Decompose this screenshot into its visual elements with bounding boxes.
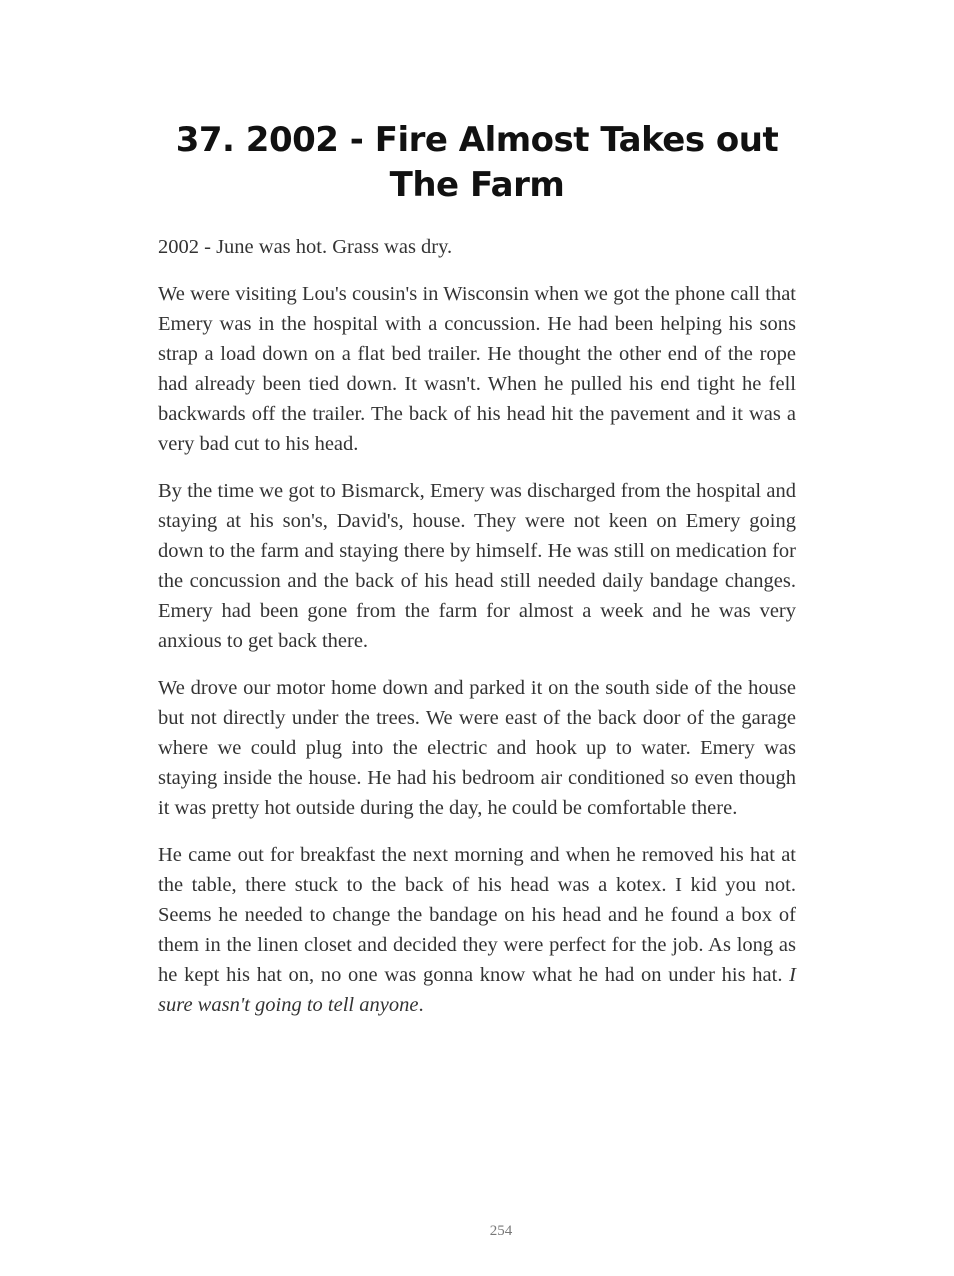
paragraph-3: By the time we got to Bismarck, Emery was discharged from the hospital and staying at his son's, David's, house. They were not keen on Emery going down to the farm and staying there by himself. He was still on medication for the concussion and the back of his head still needed daily bandage changes. Emery had been gone from the farm for almost a week and he was very anxious to get back there. [158, 480, 796, 652]
page-number: 254 [489, 1223, 513, 1239]
paragraph-4: We drove our motor home down and parked it on the south side of the house but not directly under the trees. We were east of the back door of the garage where we could plug into the electric and hook up to water. Emery was staying inside the house. He had his bedroom air conditioned so even though it was pretty hot outside during the day, he could be comfortable there. [158, 677, 796, 819]
paragraph-1: 2002 - June was hot. Grass was dry. [158, 236, 453, 258]
paragraph-5-italic: I sure wasn't going to tell anyone [158, 964, 796, 1016]
chapter-body [158, 232, 796, 1037]
chapter-title: 37. 2002 - Fire Almost Takes out The Farm [175, 120, 779, 205]
paragraph-5-ending: . [418, 994, 424, 1016]
paragraph-2: We were visiting Lou's cousin's in Wisconsin when we got the phone call that Emery was in the hospital with a concussion. He had been helping his sons strap a load down on a flat bed trailer. He thought the other end of the rope had already been tied down. It wasn't. When he pulled his end tight he fell backwards off the trailer. The back of his head hit the pavement and it was a very bad cut to his head. [158, 283, 796, 455]
paragraph-5-text: He came out for breakfast the next morning and when he removed his hat at the table, there stuck to the back of his head was a kotex. I kid you not. Seems he needed to change the bandage on his head and he found a box of them in the linen closet and decided they were perfect for the job. As long as he kept his hat on, no one was gonna know what he had on under his hat. [158, 844, 796, 986]
paragraph-5 [158, 840, 796, 1020]
